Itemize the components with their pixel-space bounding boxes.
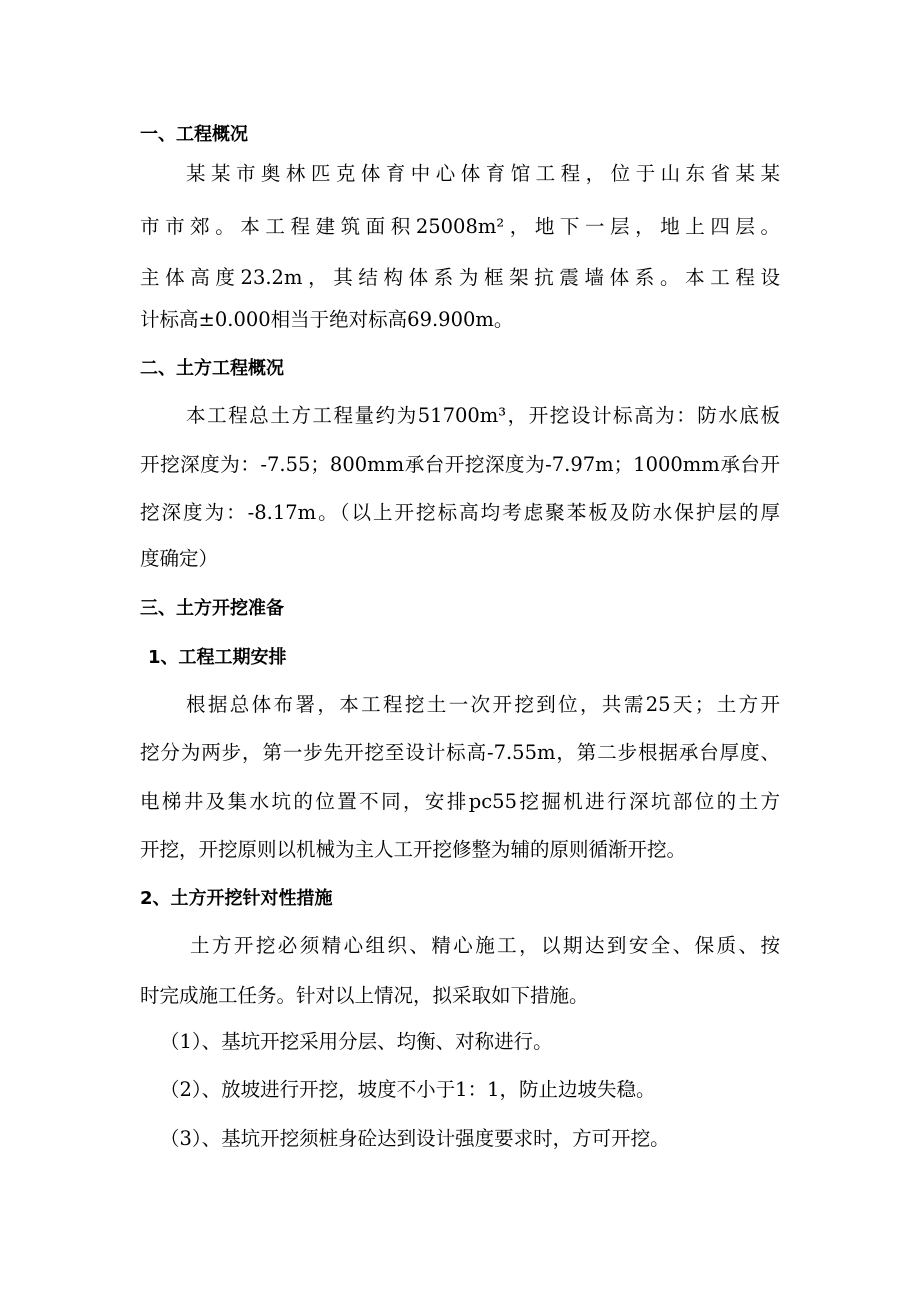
paragraph-line: 时完成施工任务。针对以上情况，拟采取如下措施。 (140, 984, 589, 1007)
paragraph-line: 计标高±0.000相当于绝对标高69.900m。 (140, 308, 514, 331)
paragraph-line: 开挖，开挖原则以机械为主人工开挖修整为辅的原则循渐开挖。 (140, 838, 687, 861)
list-item: （2）、放坡进行开挖，坡度不小于1：1，防止边坡失稳。 (160, 1078, 656, 1101)
paragraph-line: 电梯井及集水坑的位置不同，安排pc55挖掘机进行深坑部位的土方 (140, 790, 780, 813)
subsection-heading-1: 1、工程工期安排 (148, 647, 287, 668)
paragraph-line: 本工程总土方工程量约为51700m³，开挖设计标高为：防水底板 (186, 404, 780, 427)
paragraph-line: 土方开挖必须精心组织、精心施工，以期达到安全、保质、按 (190, 934, 780, 957)
subsection-heading-2: 2、土方开挖针对性措施 (140, 888, 333, 909)
paragraph-line: 挖分为两步，第一步先开挖至设计标高-7.55m，第二步根据承台厚度、 (140, 741, 780, 764)
paragraph-line: 度确定） (140, 547, 219, 570)
list-item: （3）、基坑开挖须桩身砼达到设计强度要求时，方可开挖。 (160, 1127, 670, 1150)
section-heading-2: 二、土方工程概况 (140, 358, 284, 379)
paragraph-line: 开挖深度为：-7.55；800mm承台开挖深度为-7.97m；1000mm承台开 (140, 453, 780, 476)
paragraph-line: 挖深度为：-8.17m。（以上开挖标高均考虑聚苯板及防水保护层的厚 (140, 501, 780, 524)
paragraph-line: 根据总体布署，本工程挖土一次开挖到位，共需25天；土方开 (186, 693, 780, 716)
section-heading-3: 三、土方开挖准备 (140, 598, 284, 619)
section-heading-1: 一、工程概况 (140, 124, 248, 145)
paragraph-line: 主体高度23.2m，其结构体系为框架抗震墙体系。本工程设 (140, 266, 780, 289)
paragraph-line: 某某市奥林匹克体育中心体育馆工程，位于山东省某某 (186, 162, 780, 185)
paragraph-line: 市市郊。本工程建筑面积25008m²，地下一层，地上四层。 (140, 215, 780, 238)
list-item: （1）、基坑开挖采用分层、均衡、对称进行。 (160, 1030, 553, 1053)
